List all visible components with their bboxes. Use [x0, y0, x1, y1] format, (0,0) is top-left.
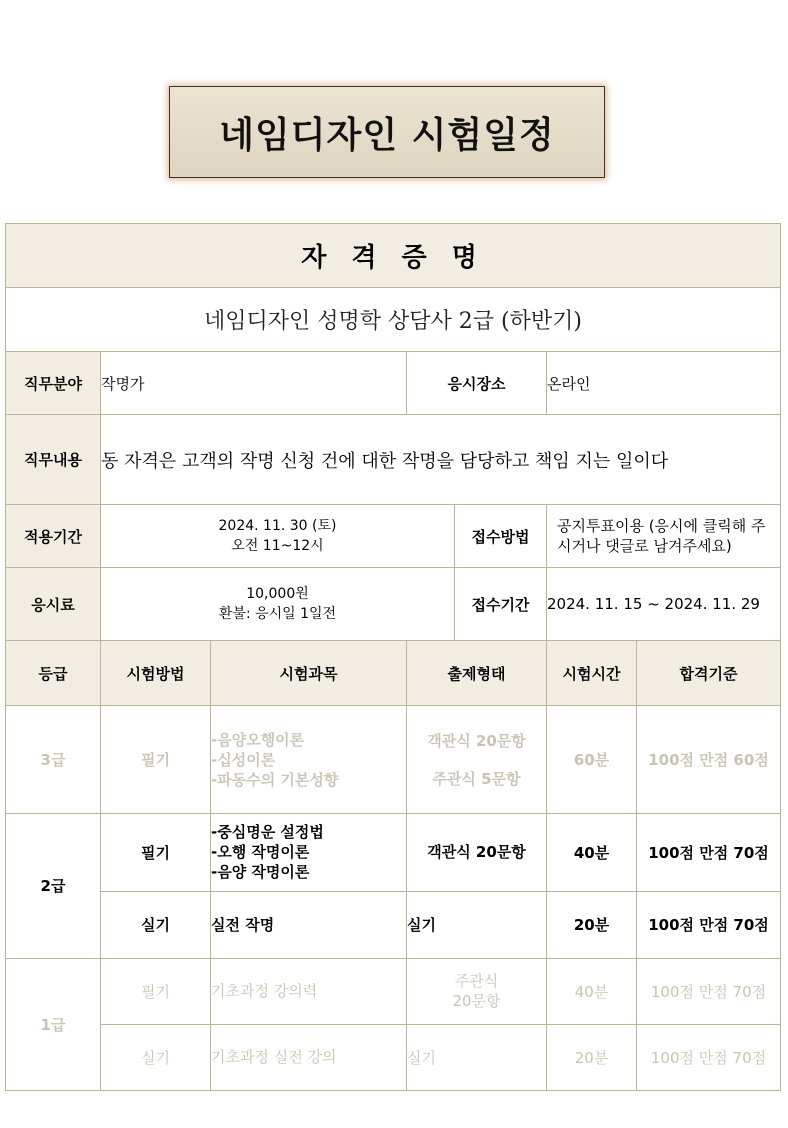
exam-schedule-table [5, 223, 781, 1091]
page-title: 네임디자인 시험일정 [219, 113, 555, 156]
content-value: 동 자격은 고객의 작명 신청 건에 대한 작명을 담당하고 책임 지는 일이다 [101, 415, 781, 505]
grade3-subjects [211, 706, 407, 813]
grade2-practical-row [6, 891, 781, 958]
grade3-method: 필기 [101, 706, 211, 813]
grade2-practical-format: 실기 [407, 891, 547, 958]
place-value: 온라인 [547, 352, 781, 415]
grade3-format [407, 706, 547, 813]
place-label: 응시장소 [407, 352, 547, 415]
grade3-criteria: 100점 만점 60점 [637, 706, 781, 813]
grade1-written-time: 40분 [547, 958, 637, 1024]
grade1-format-type: 주관식 [454, 972, 499, 991]
grade1-practical-criteria: 100점 만점 70점 [637, 1024, 781, 1090]
grade3-grade: 3급 [6, 706, 101, 813]
grade1-practical-subject: 기초과정 실전 강의 [211, 1024, 407, 1090]
grade1-practical-time: 20분 [547, 1024, 637, 1090]
apply-period-label: 접수기간 [455, 568, 547, 641]
header-criteria: 합격기준 [637, 641, 781, 706]
grade2-grade: 2급 [6, 813, 101, 958]
period-value [101, 505, 455, 568]
grade2-written-time: 40분 [547, 813, 637, 891]
course-title: 네임디자인 성명학 상담사 2급 (하반기) [6, 288, 781, 352]
grade1-practical-format: 실기 [407, 1024, 547, 1090]
course-title-row [6, 288, 781, 352]
header-time: 시험시간 [547, 641, 637, 706]
content-label: 직무내용 [6, 415, 101, 505]
grade2-written-criteria: 100점 만점 70점 [637, 813, 781, 891]
period-time: 오전 11~12시 [231, 538, 324, 555]
grade1-written-format [407, 958, 547, 1024]
grade3-format-objective: 객관식 20문항 [427, 731, 526, 750]
grade2-written-method: 필기 [101, 813, 211, 891]
period-date: 2024. 11. 30 (토) [218, 518, 337, 535]
grade1-format-count: 20문항 [452, 992, 501, 1011]
field-label: 직무분야 [6, 352, 101, 415]
header-format: 출제형태 [407, 641, 547, 706]
page-banner [169, 86, 605, 178]
grade3-subject-2: -십성이론 [211, 750, 276, 769]
grade1-grade: 1급 [6, 958, 101, 1090]
grade2-subject-2: -오행 작명이론 [211, 843, 310, 862]
grade2-practical-subject: 실전 작명 [211, 891, 407, 958]
grade2-written-subjects [211, 813, 407, 891]
apply-period-value: 2024. 11. 15 ~ 2024. 11. 29 [547, 568, 781, 641]
content-row [6, 415, 781, 505]
grade3-format-subjective: 주관식 5문항 [432, 769, 521, 788]
fee-amount: 10,000원 [246, 586, 309, 603]
header-method: 시험방법 [101, 641, 211, 706]
grade2-subject-1: -중심명운 설정법 [211, 823, 324, 842]
grade1-written-subject: 기초과정 강의력 [211, 958, 407, 1024]
grade3-row [6, 706, 781, 813]
fee-refund: 환불: 응시일 1일전 [218, 606, 337, 623]
fee-row [6, 568, 781, 641]
header-subject: 시험과목 [211, 641, 407, 706]
grade2-written-format: 객관식 20문항 [407, 813, 547, 891]
grade1-written-criteria: 100점 만점 70점 [637, 958, 781, 1024]
grade2-practical-method: 실기 [101, 891, 211, 958]
grade2-practical-time: 20분 [547, 891, 637, 958]
grade1-written-method: 필기 [101, 958, 211, 1024]
grade2-practical-criteria: 100점 만점 70점 [637, 891, 781, 958]
header-grade: 등급 [6, 641, 101, 706]
apply-method-value: 공지투표이용 (응시에 클릭해 주시거나 댓글로 남겨주세요) [547, 505, 781, 568]
grade3-time: 60분 [547, 706, 637, 813]
period-row [6, 505, 781, 568]
grade3-subject-3: -파동수의 기본성향 [211, 770, 339, 789]
period-label: 적용기간 [6, 505, 101, 568]
exam-header-row [6, 641, 781, 706]
grade3-subject-1: -음양오행이론 [211, 730, 305, 749]
grade1-written-row [6, 958, 781, 1024]
section-title: 자 격 증 명 [6, 224, 781, 288]
grade1-practical-method: 실기 [101, 1024, 211, 1090]
fee-label: 응시료 [6, 568, 101, 641]
grade2-written-row [6, 813, 781, 891]
fee-value [101, 568, 455, 641]
section-title-row [6, 224, 781, 288]
field-row [6, 352, 781, 415]
apply-method-label: 접수방법 [455, 505, 547, 568]
grade2-subject-3: -음양 작명이론 [211, 863, 310, 882]
grade1-practical-row [6, 1024, 781, 1090]
field-value: 작명가 [101, 352, 407, 415]
